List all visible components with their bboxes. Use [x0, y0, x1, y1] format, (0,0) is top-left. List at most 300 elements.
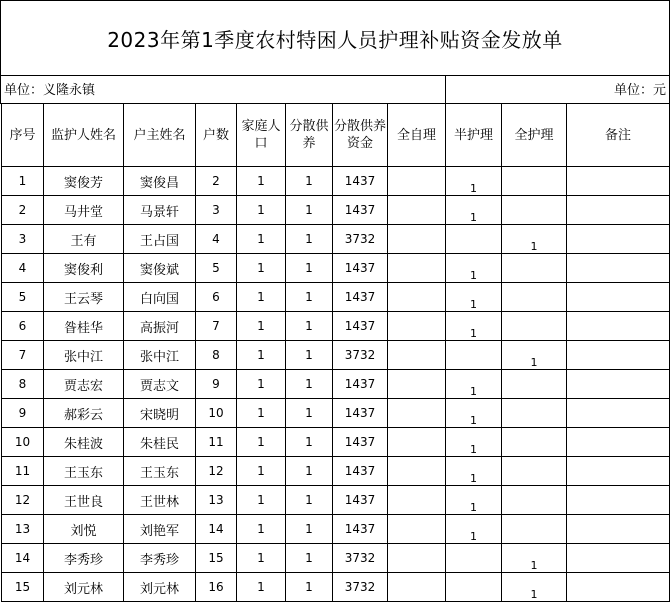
cell-family-members-text: 1 — [257, 551, 265, 565]
cell-household-count-text: 2 — [212, 174, 220, 188]
header-self-care: 全自理 — [388, 104, 446, 167]
cell-full-care — [502, 341, 567, 370]
table-row — [2, 370, 670, 399]
cell-householder-text: 刘元林 — [139, 581, 179, 597]
cell-dispersed-support-text: 1 — [305, 377, 313, 391]
cell-guardian-text: 郝彩云 — [63, 407, 103, 423]
cell-dispersed-fund-text: 3732 — [344, 348, 376, 362]
cell-dispersed-support — [286, 370, 333, 399]
cell-dispersed-fund — [333, 486, 388, 515]
cell-seq-text: 10 — [14, 435, 31, 449]
cell-dispersed-fund — [333, 283, 388, 312]
cell-half-care — [446, 167, 502, 196]
cell-guardian-text: 李秀珍 — [63, 552, 103, 568]
cell-household-count-text: 13 — [208, 493, 224, 507]
cell-household-count — [196, 573, 237, 602]
cell-half-care-text: 1 — [470, 471, 477, 485]
cell-self-care — [388, 254, 446, 283]
cell-seq — [2, 399, 44, 428]
cell-family-members — [237, 428, 286, 457]
cell-dispersed-fund — [333, 515, 388, 544]
header-household-count: 户数 — [196, 104, 237, 167]
cell-self-care — [388, 370, 446, 399]
cell-household-count-text: 10 — [208, 406, 224, 420]
cell-household-count-text: 11 — [208, 435, 224, 449]
cell-family-members-text: 1 — [257, 319, 265, 333]
cell-guardian-text: 王云琴 — [63, 291, 103, 307]
cell-dispersed-support-text: 1 — [305, 232, 313, 246]
cell-householder-text: 白向国 — [139, 291, 179, 307]
cell-dispersed-fund-text: 1437 — [344, 435, 376, 449]
cell-dispersed-support-text: 1 — [305, 203, 313, 217]
cell-family-members — [237, 312, 286, 341]
cell-householder-text: 窦俊斌 — [139, 262, 179, 278]
cell-full-care-text: 1 — [530, 239, 538, 253]
cell-household-count-text: 4 — [212, 232, 220, 246]
cell-half-care — [446, 225, 502, 254]
cell-family-members — [237, 225, 286, 254]
cell-family-members — [237, 486, 286, 515]
cell-household-count — [196, 225, 237, 254]
cell-guardian-text: 王世良 — [63, 494, 103, 510]
cell-householder — [124, 515, 196, 544]
cell-household-count — [196, 515, 237, 544]
unit-township-label: 单位：义隆永镇 — [4, 83, 96, 98]
cell-dispersed-fund-text: 1437 — [344, 377, 376, 391]
cell-full-care — [502, 254, 567, 283]
cell-household-count-text: 15 — [208, 551, 224, 565]
cell-dispersed-support — [286, 457, 333, 486]
cell-family-members — [237, 515, 286, 544]
cell-dispersed-fund-text: 1437 — [344, 493, 376, 507]
table-row — [2, 399, 670, 428]
cell-dispersed-fund-text: 3732 — [344, 551, 376, 565]
cell-dispersed-support-text: 1 — [305, 290, 313, 304]
cell-householder-text: 王占国 — [139, 233, 179, 249]
cell-guardian — [44, 544, 124, 573]
cell-dispersed-fund — [333, 399, 388, 428]
cell-guardian-text: 昝桂华 — [63, 320, 103, 336]
cell-remark — [567, 254, 670, 283]
cell-dispersed-support — [286, 196, 333, 225]
cell-half-care-text: 1 — [470, 442, 477, 456]
cell-full-care-text: 1 — [530, 355, 538, 369]
cell-remark — [567, 486, 670, 515]
cell-family-members-text: 1 — [257, 435, 265, 449]
cell-guardian-text: 王有 — [70, 233, 97, 249]
table-row — [2, 283, 670, 312]
cell-dispersed-fund-text: 3732 — [344, 232, 376, 246]
cell-guardian-text: 窦俊芳 — [63, 175, 103, 191]
table-row — [2, 486, 670, 515]
cell-dispersed-support-text: 1 — [305, 435, 313, 449]
cell-half-care — [446, 428, 502, 457]
table-row — [2, 428, 670, 457]
cell-dispersed-support — [286, 515, 333, 544]
cell-household-count — [196, 544, 237, 573]
cell-householder-text: 王玉东 — [139, 465, 179, 481]
cell-full-care — [502, 544, 567, 573]
cell-seq — [2, 167, 44, 196]
cell-full-care — [502, 399, 567, 428]
cell-seq — [2, 370, 44, 399]
cell-dispersed-fund-text: 1437 — [344, 290, 376, 304]
cell-dispersed-fund — [333, 341, 388, 370]
cell-self-care — [388, 399, 446, 428]
table-row — [2, 544, 670, 573]
cell-dispersed-fund — [333, 196, 388, 225]
cell-seq-text: 15 — [14, 580, 31, 594]
cell-householder-text: 李秀珍 — [139, 552, 179, 568]
cell-remark — [567, 544, 670, 573]
cell-half-care — [446, 399, 502, 428]
table-row — [2, 457, 670, 486]
cell-seq — [2, 312, 44, 341]
cell-seq — [2, 254, 44, 283]
cell-family-members — [237, 573, 286, 602]
cell-seq-text: 4 — [18, 261, 27, 275]
cell-remark — [567, 515, 670, 544]
cell-householder — [124, 457, 196, 486]
cell-half-care — [446, 196, 502, 225]
cell-full-care — [502, 196, 567, 225]
cell-dispersed-support-text: 1 — [305, 551, 313, 565]
cell-household-count — [196, 370, 237, 399]
cell-guardian-text: 张中江 — [63, 349, 103, 365]
cell-full-care — [502, 283, 567, 312]
cell-self-care — [388, 196, 446, 225]
cell-household-count — [196, 283, 237, 312]
cell-seq-text: 11 — [14, 464, 31, 478]
header-seq: 序号 — [2, 104, 44, 167]
cell-seq-text: 2 — [18, 203, 27, 217]
cell-family-members-text: 1 — [257, 203, 265, 217]
cell-seq — [2, 225, 44, 254]
cell-family-members-text: 1 — [257, 348, 265, 362]
cell-dispersed-support — [286, 283, 333, 312]
cell-half-care — [446, 341, 502, 370]
cell-guardian — [44, 254, 124, 283]
cell-half-care — [446, 254, 502, 283]
cell-seq — [2, 283, 44, 312]
cell-dispersed-fund-text: 1437 — [344, 261, 376, 275]
cell-household-count-text: 7 — [212, 319, 220, 333]
cell-seq — [2, 515, 44, 544]
cell-guardian — [44, 196, 124, 225]
cell-family-members-text: 1 — [257, 232, 265, 246]
cell-self-care — [388, 283, 446, 312]
cell-self-care — [388, 486, 446, 515]
table-row — [2, 515, 670, 544]
cell-householder — [124, 254, 196, 283]
cell-half-care — [446, 573, 502, 602]
cell-full-care — [502, 370, 567, 399]
cell-householder — [124, 283, 196, 312]
table-row — [2, 312, 670, 341]
cell-householder-text: 张中江 — [139, 349, 179, 365]
cell-remark — [567, 370, 670, 399]
cell-remark — [567, 225, 670, 254]
cell-dispersed-support-text: 1 — [305, 580, 313, 594]
cell-guardian — [44, 167, 124, 196]
table-row — [2, 225, 670, 254]
cell-household-count — [196, 428, 237, 457]
cell-seq — [2, 457, 44, 486]
cell-dispersed-fund-text: 3732 — [344, 580, 376, 594]
cell-dispersed-fund-text: 1437 — [344, 203, 376, 217]
unit-currency-label: 单位：元 — [613, 83, 666, 98]
cell-dispersed-fund — [333, 370, 388, 399]
cell-householder-text: 窦俊昌 — [139, 175, 179, 191]
cell-dispersed-support — [286, 544, 333, 573]
cell-dispersed-support — [286, 225, 333, 254]
cell-householder — [124, 370, 196, 399]
cell-dispersed-support-text: 1 — [305, 493, 313, 507]
cell-self-care — [388, 457, 446, 486]
cell-full-care — [502, 428, 567, 457]
cell-household-count-text: 14 — [208, 522, 224, 536]
cell-household-count — [196, 341, 237, 370]
cell-seq-text: 3 — [18, 232, 27, 246]
cell-family-members — [237, 457, 286, 486]
cell-dispersed-support-text: 1 — [305, 261, 313, 275]
cell-remark — [567, 428, 670, 457]
cell-householder-text: 王世林 — [139, 494, 179, 510]
cell-householder — [124, 167, 196, 196]
cell-dispersed-support — [286, 254, 333, 283]
document-title: 2023年第1季度农村特困人员护理补贴资金发放单 — [1, 1, 669, 76]
cell-dispersed-fund-text: 1437 — [344, 406, 376, 420]
cell-half-care — [446, 515, 502, 544]
cell-self-care — [388, 341, 446, 370]
cell-dispersed-support — [286, 341, 333, 370]
cell-dispersed-fund — [333, 544, 388, 573]
cell-householder — [124, 399, 196, 428]
header-family-members: 家庭人口 — [237, 104, 286, 167]
cell-dispersed-support — [286, 428, 333, 457]
cell-dispersed-support-text: 1 — [305, 319, 313, 333]
cell-half-care-text: 1 — [470, 529, 477, 543]
unit-divider-line — [445, 76, 446, 104]
subsidy-table — [1, 103, 670, 602]
cell-householder — [124, 196, 196, 225]
cell-guardian — [44, 486, 124, 515]
header-guardian: 监护人姓名 — [44, 104, 124, 167]
cell-remark — [567, 312, 670, 341]
cell-householder-text: 马景轩 — [139, 204, 179, 220]
cell-household-count-text: 5 — [212, 261, 220, 275]
cell-seq-text: 12 — [14, 493, 31, 507]
cell-household-count — [196, 196, 237, 225]
cell-guardian — [44, 399, 124, 428]
cell-householder — [124, 341, 196, 370]
cell-half-care — [446, 312, 502, 341]
cell-seq-text: 14 — [14, 551, 31, 565]
cell-seq — [2, 544, 44, 573]
cell-household-count — [196, 399, 237, 428]
table-row — [2, 254, 670, 283]
cell-half-care — [446, 544, 502, 573]
header-dispersed-fund: 分散供养资金 — [333, 104, 388, 167]
cell-full-care — [502, 167, 567, 196]
cell-seq — [2, 428, 44, 457]
cell-dispersed-fund-text: 1437 — [344, 319, 376, 333]
cell-half-care-text: 1 — [470, 384, 477, 398]
cell-householder — [124, 573, 196, 602]
cell-seq-text: 8 — [18, 377, 27, 391]
header-half-care: 半护理 — [446, 104, 502, 167]
table-row — [2, 196, 670, 225]
cell-household-count-text: 3 — [212, 203, 220, 217]
cell-guardian-text: 刘悦 — [70, 523, 97, 539]
cell-guardian — [44, 283, 124, 312]
cell-full-care-text: 1 — [530, 558, 538, 572]
cell-remark — [567, 283, 670, 312]
table-row — [2, 167, 670, 196]
cell-family-members-text: 1 — [257, 377, 265, 391]
cell-householder-text: 刘艳军 — [139, 523, 179, 539]
cell-guardian-text: 刘元林 — [63, 581, 103, 597]
cell-seq-text: 5 — [18, 290, 27, 304]
cell-householder-text: 宋晓明 — [139, 407, 179, 423]
cell-household-count-text: 9 — [212, 377, 220, 391]
cell-seq-text: 6 — [18, 319, 27, 333]
cell-family-members-text: 1 — [257, 174, 265, 188]
cell-full-care — [502, 486, 567, 515]
cell-guardian — [44, 573, 124, 602]
cell-half-care-text: 1 — [470, 210, 477, 224]
cell-guardian — [44, 370, 124, 399]
cell-householder-text: 朱桂民 — [139, 436, 179, 452]
cell-dispersed-fund — [333, 254, 388, 283]
cell-full-care — [502, 312, 567, 341]
frame-top-line — [0, 0, 670, 1]
cell-dispersed-support — [286, 399, 333, 428]
header-remark: 备注 — [567, 104, 670, 167]
cell-family-members-text: 1 — [257, 580, 265, 594]
cell-half-care — [446, 283, 502, 312]
cell-full-care-text: 1 — [530, 587, 538, 601]
cell-householder — [124, 486, 196, 515]
cell-dispersed-support — [286, 312, 333, 341]
cell-self-care — [388, 515, 446, 544]
cell-self-care — [388, 428, 446, 457]
cell-dispersed-fund — [333, 457, 388, 486]
cell-family-members — [237, 544, 286, 573]
cell-family-members-text: 1 — [257, 464, 265, 478]
cell-dispersed-fund — [333, 167, 388, 196]
cell-full-care — [502, 573, 567, 602]
cell-family-members-text: 1 — [257, 522, 265, 536]
cell-family-members-text: 1 — [257, 406, 265, 420]
cell-seq — [2, 196, 44, 225]
cell-self-care — [388, 573, 446, 602]
cell-household-count-text: 6 — [212, 290, 220, 304]
cell-full-care — [502, 457, 567, 486]
cell-household-count-text: 16 — [208, 580, 224, 594]
header-dispersed-support: 分散供养 — [286, 104, 333, 167]
cell-seq-text: 7 — [18, 348, 27, 362]
cell-family-members — [237, 370, 286, 399]
cell-seq-text: 1 — [18, 174, 27, 188]
cell-dispersed-support — [286, 573, 333, 602]
cell-remark — [567, 341, 670, 370]
cell-half-care-text: 1 — [470, 297, 477, 311]
cell-family-members — [237, 341, 286, 370]
cell-half-care-text: 1 — [470, 268, 477, 282]
cell-remark — [567, 196, 670, 225]
cell-self-care — [388, 312, 446, 341]
cell-household-count — [196, 167, 237, 196]
cell-householder-text: 贾志文 — [139, 378, 179, 394]
cell-dispersed-fund — [333, 573, 388, 602]
cell-guardian-text: 朱桂波 — [63, 436, 103, 452]
table-header-row — [2, 104, 670, 167]
cell-householder — [124, 428, 196, 457]
cell-half-care — [446, 370, 502, 399]
cell-full-care — [502, 225, 567, 254]
cell-householder — [124, 544, 196, 573]
cell-dispersed-fund — [333, 428, 388, 457]
cell-householder — [124, 312, 196, 341]
cell-guardian-text: 王玉东 — [63, 465, 103, 481]
cell-household-count — [196, 254, 237, 283]
cell-guardian-text: 窦俊利 — [63, 262, 103, 278]
cell-half-care-text: 1 — [470, 326, 477, 340]
cell-dispersed-support — [286, 167, 333, 196]
frame-left-line — [0, 0, 1, 104]
cell-householder-text: 高振河 — [139, 320, 179, 336]
cell-family-members — [237, 254, 286, 283]
cell-seq-text: 9 — [18, 406, 27, 420]
cell-family-members — [237, 167, 286, 196]
cell-family-members — [237, 283, 286, 312]
cell-family-members-text: 1 — [257, 290, 265, 304]
cell-remark — [567, 573, 670, 602]
cell-half-care-text: 1 — [470, 413, 477, 427]
cell-dispersed-fund-text: 1437 — [344, 174, 376, 188]
cell-dispersed-support-text: 1 — [305, 348, 313, 362]
cell-full-care — [502, 515, 567, 544]
cell-dispersed-fund — [333, 312, 388, 341]
cell-guardian — [44, 428, 124, 457]
cell-seq — [2, 341, 44, 370]
cell-householder — [124, 225, 196, 254]
cell-seq-text: 13 — [14, 522, 31, 536]
cell-half-care-text: 1 — [470, 500, 477, 514]
cell-dispersed-support — [286, 486, 333, 515]
cell-remark — [567, 167, 670, 196]
cell-guardian-text: 马井堂 — [63, 204, 103, 220]
cell-dispersed-support-text: 1 — [305, 174, 313, 188]
cell-guardian — [44, 515, 124, 544]
cell-dispersed-support-text: 1 — [305, 406, 313, 420]
cell-seq — [2, 573, 44, 602]
cell-household-count-text: 8 — [212, 348, 220, 362]
cell-household-count — [196, 312, 237, 341]
cell-half-care — [446, 486, 502, 515]
cell-self-care — [388, 544, 446, 573]
cell-dispersed-support-text: 1 — [305, 522, 313, 536]
cell-half-care — [446, 457, 502, 486]
cell-remark — [567, 457, 670, 486]
cell-self-care — [388, 225, 446, 254]
header-full-care: 全护理 — [502, 104, 567, 167]
cell-dispersed-support-text: 1 — [305, 464, 313, 478]
header-householder: 户主姓名 — [124, 104, 196, 167]
cell-remark — [567, 399, 670, 428]
table-row — [2, 573, 670, 602]
